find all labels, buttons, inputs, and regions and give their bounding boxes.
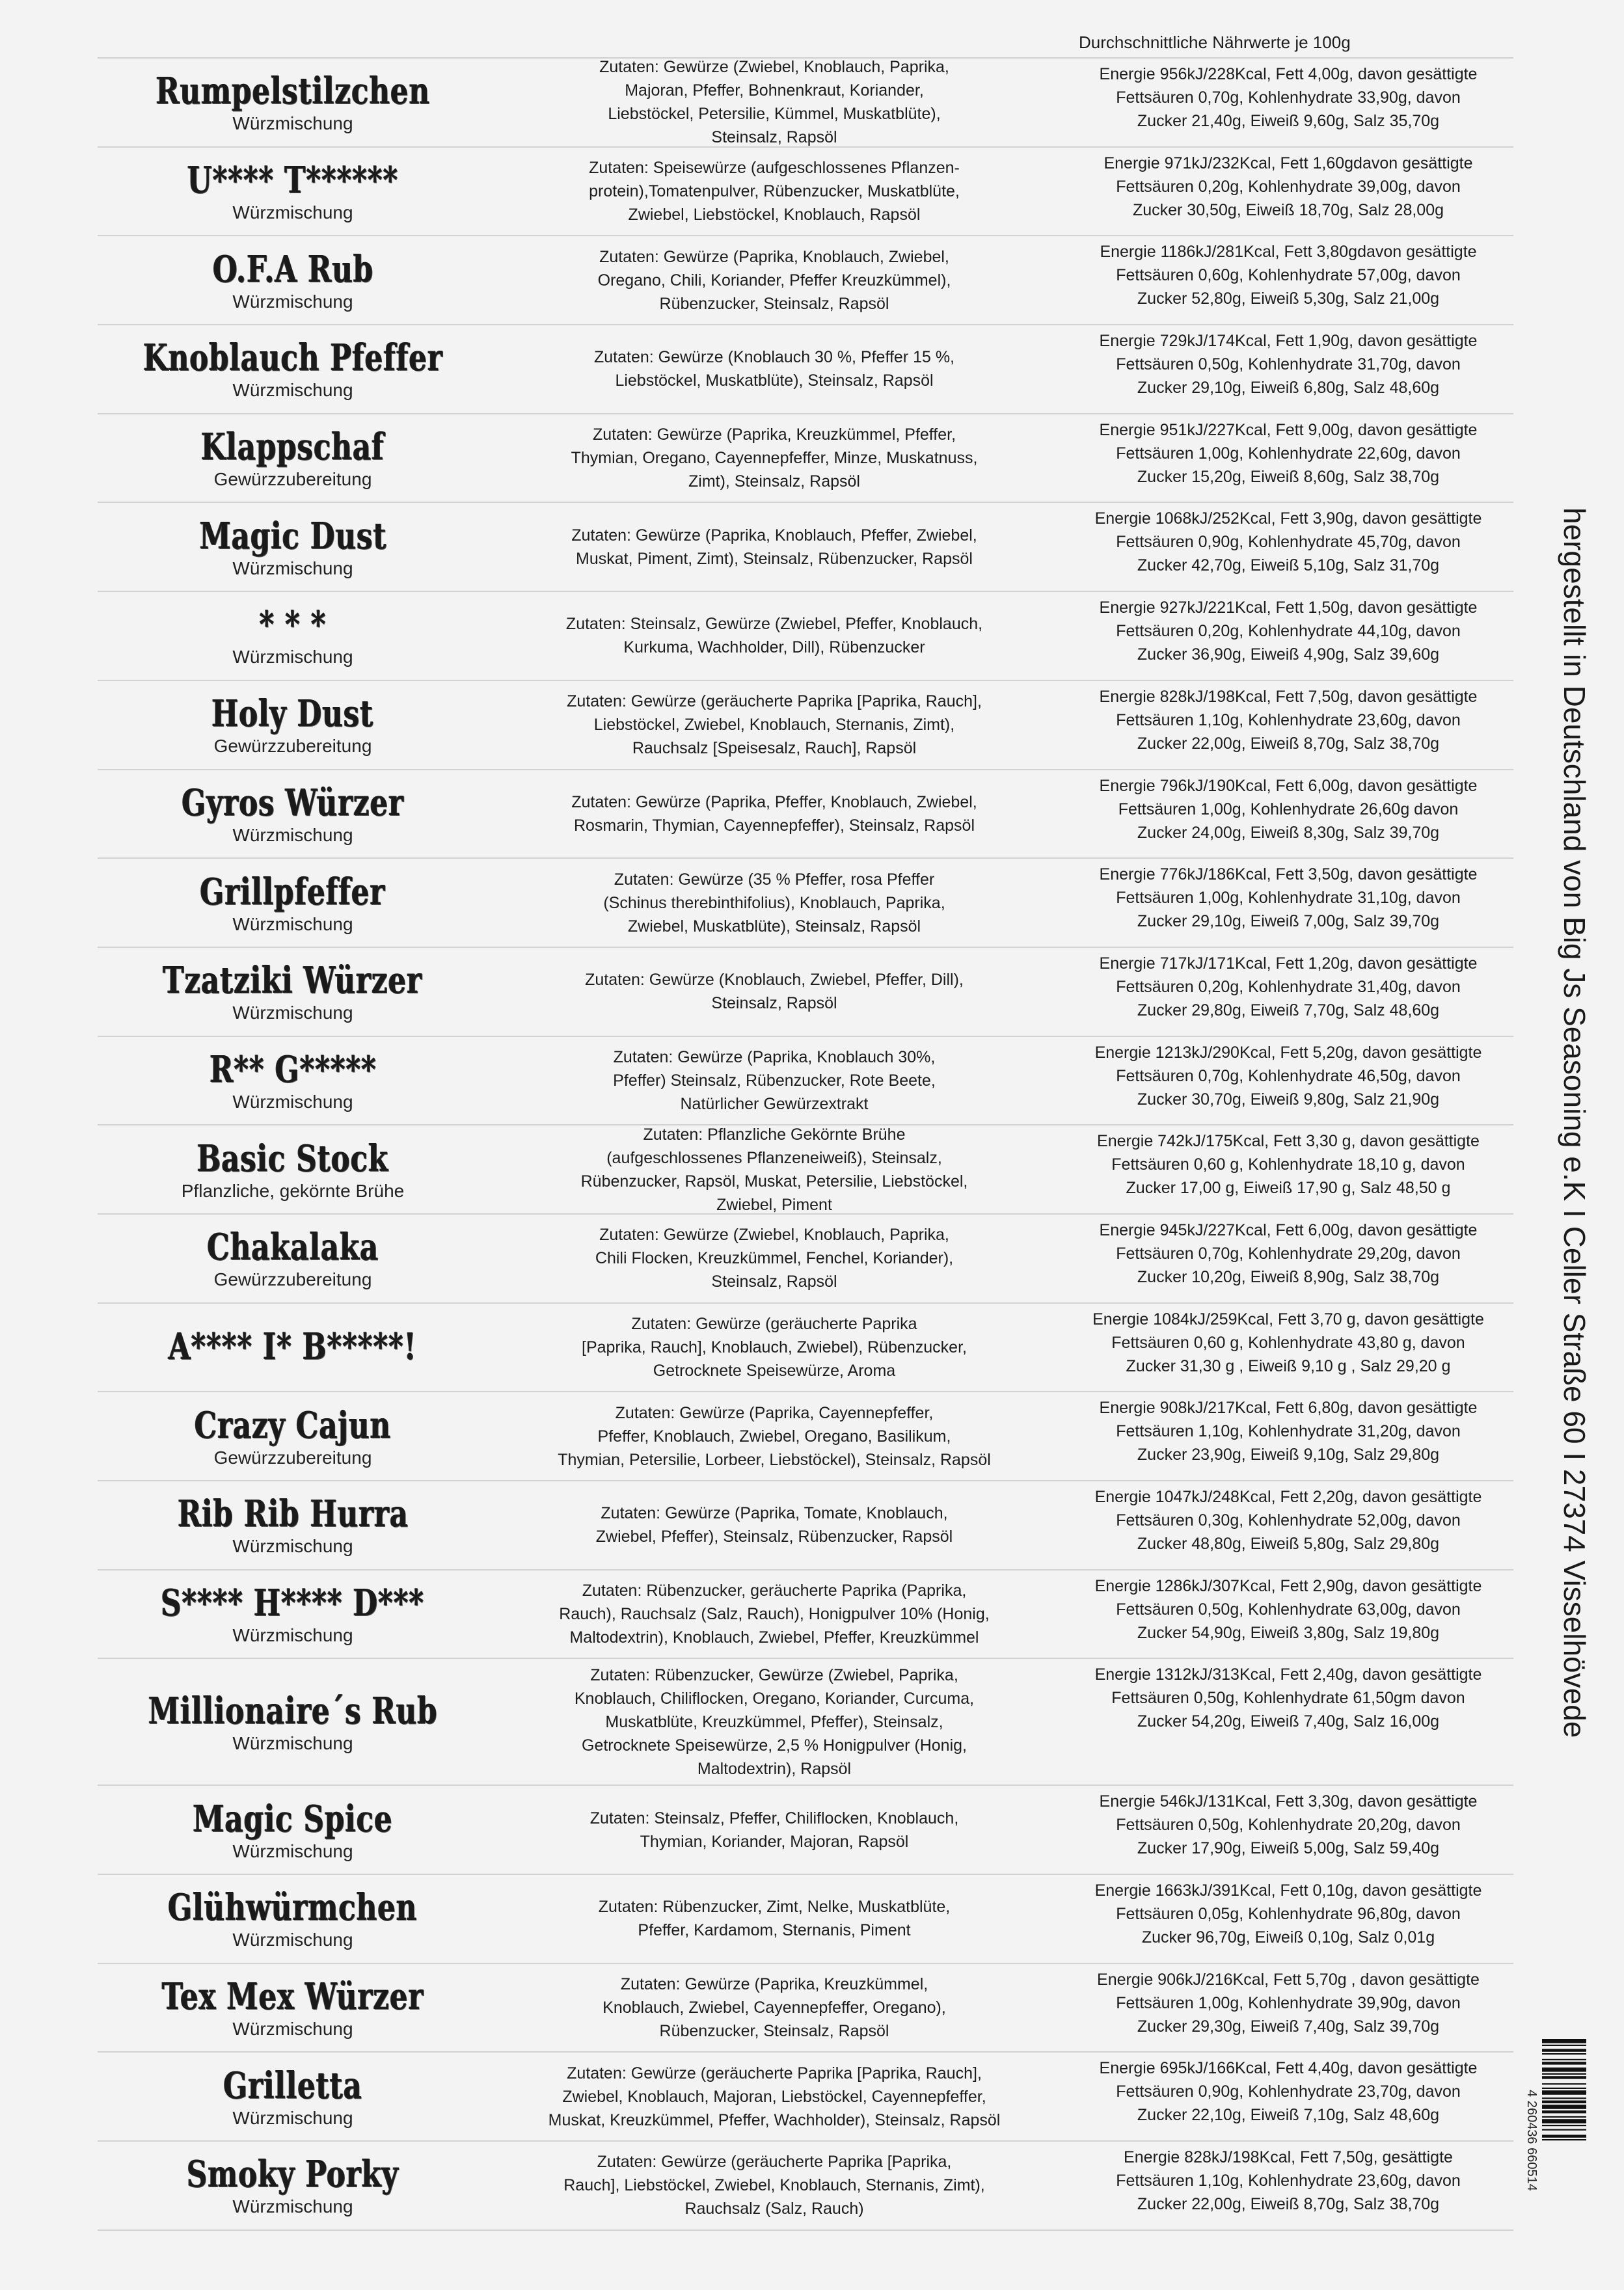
- ingredients-text: Zutaten: Gewürze (Paprika, Pfeffer, Knoblauch, Zwiebel, Rosmarin, Thymian, Cayennepfeffer), Steinsalz, Rapsöl: [571, 792, 977, 835]
- nutrition-text: Energie 1213kJ/290Kcal, Fett 5,20g, davon gesättigte Fettsäuren 0,70g, Kohlenhydrate 46,50g, davon Zucker 30,70g, Eiweiß 9,80g, Salz 21,90g: [1094, 1043, 1482, 1109]
- product-title: Rib Rib Hurra: [177, 1492, 409, 1536]
- product-type: Pflanzliche, gekörnte Brühe: [181, 1180, 405, 1201]
- ingredients-text: Zutaten: Rübenzucker, geräucherte Paprika (Paprika, Rauch), Rauchsalz (Salz, Rauch), Honigpulver 10% (Honig, Maltodextrin), Knoblauch, Zwiebel, Pfeffer, Kreuzkümmel: [559, 1582, 990, 1647]
- nutrition-text: Energie 776kJ/186Kcal, Fett 3,50g, davon gesättigte Fettsäuren 1,00g, Kohlenhydrate 31,10g, davon Zucker 29,10g, Eiweiß 7,00g, Salz 39,70g: [1099, 865, 1478, 931]
- product-row: [98, 148, 1513, 237]
- ingredients-cell: [488, 2142, 1061, 2229]
- product-row: [98, 1304, 1513, 1393]
- product-row: [98, 1392, 1513, 1481]
- nutrition-text: Energie 717kJ/171Kcal, Fett 1,20g, davon gesättigte Fettsäuren 0,20g, Kohlenhydrate 31,40g, davon Zucker 29,80g, Eiweiß 7,70g, Salz 48,60g: [1099, 954, 1478, 1019]
- nutrition-text: Energie 1663kJ/391Kcal, Fett 0,10g, davon gesättigte Fettsäuren 0,05g, Kohlenhydrate 96,80g, davon Zucker 96,70g, Eiweiß 0,10g, Salz 0,01g: [1094, 1881, 1482, 1947]
- product-name-cell: [98, 681, 488, 769]
- ingredients-text: Zutaten: Gewürze (Paprika, Cayennepfeffer, Pfeffer, Knoblauch, Zwiebel, Oregano, Basilikum, Thymian, Petersilie, Lorbeer, Liebstöckel), Steinsalz, Rapsöl: [558, 1403, 991, 1469]
- product-row: [98, 948, 1513, 1037]
- ingredients-text: Zutaten: Speisewürze (aufgeschlossenes Pflanzen- protein),Tomatenpulver, Rübenzucker, Muskatblüte, Zwiebel, Liebstöckel, Knoblauch, Rapsöl: [589, 159, 960, 224]
- product-type: Würzmischung: [232, 113, 353, 134]
- product-row: [98, 2142, 1513, 2231]
- product-name-cell: [98, 1304, 488, 1392]
- product-row: [98, 1570, 1513, 1660]
- product-name-cell: [98, 148, 488, 236]
- product-title: R** G*****: [209, 1047, 377, 1091]
- ingredients-cell: [488, 859, 1061, 947]
- product-type: Würzmischung: [232, 2107, 353, 2128]
- product-title: Rumpelstilzchen: [156, 70, 430, 113]
- nutrition-cell: [1054, 1659, 1522, 1785]
- ingredients-cell: [488, 948, 1061, 1036]
- product-type: Gewürzzubereitung: [213, 1447, 372, 1468]
- product-type: Gewürzzubereitung: [213, 1269, 372, 1290]
- nutrition-text: Energie 1286kJ/307Kcal, Fett 2,90g, davon gesättigte Fettsäuren 0,50g, Kohlenhydrate 63,00g, davon Zucker 54,90g, Eiweiß 3,80g, Salz 19,80g: [1094, 1576, 1482, 1642]
- product-name-cell: [98, 59, 488, 146]
- product-row: [98, 2053, 1513, 2142]
- nutrition-text: Energie 1047kJ/248Kcal, Fett 2,20g, davon gesättigte Fettsäuren 0,30g, Kohlenhydrate 52,00g, davon Zucker 48,80g, Eiweiß 5,80g, Salz 29,80g: [1094, 1488, 1482, 1553]
- nutrition-cell: [1054, 148, 1522, 236]
- ingredients-cell: [488, 2053, 1061, 2140]
- product-row: [98, 592, 1513, 681]
- product-title: * * *: [259, 603, 327, 647]
- product-type: Würzmischung: [232, 913, 353, 934]
- nutrition-cell: [1054, 1570, 1522, 1658]
- nutrition-text: Energie 1312kJ/313Kcal, Fett 2,40g, davon gesättigte Fettsäuren 0,50g, Kohlenhydrate 61,50gm davon Zucker 54,20g, Eiweiß 7,40g, Salz 16,00g: [1094, 1665, 1482, 1731]
- ingredients-cell: [488, 503, 1061, 591]
- product-row: [98, 1125, 1513, 1215]
- nutrition-cell: [1054, 503, 1522, 591]
- ingredients-text: Zutaten: Gewürze (geräucherte Paprika [Paprika, Rauch], Knoblauch, Zwiebel), Rübenzucker, Getrocknete Speisewürze, Aroma: [582, 1314, 967, 1380]
- ingredients-text: Zutaten: Gewürze (Paprika, Kreuzkümmel, Pfeffer, Thymian, Oregano, Cayennepfeffer, Minze, Muskatnuss, Zimt), Steinsalz, Rapsöl: [571, 425, 978, 491]
- ingredients-cell: [488, 1392, 1061, 1480]
- nutrition-text: Energie 908kJ/217Kcal, Fett 6,80g, davon gesättigte Fettsäuren 1,10g, Kohlenhydrate 31,20g, davon Zucker 23,90g, Eiweiß 9,10g, Salz 29,80g: [1099, 1399, 1478, 1464]
- ingredients-cell: [488, 681, 1061, 769]
- nutrition-cell: [1054, 1875, 1522, 1963]
- product-type: Würzmischung: [232, 647, 353, 667]
- ingredients-cell: [488, 770, 1061, 858]
- nutrition-text: Energie 1068kJ/252Kcal, Fett 3,90g, davon gesättigte Fettsäuren 0,90g, Kohlenhydrate 45,70g, davon Zucker 42,70g, Eiweiß 5,10g, Salz 31,70g: [1094, 509, 1482, 575]
- product-type: Würzmischung: [232, 824, 353, 845]
- product-row: [98, 503, 1513, 592]
- ingredients-text: Zutaten: Gewürze (Paprika, Kreuzkümmel, Knoblauch, Zwiebel, Cayennepfeffer, Oregano), Rübenzucker, Steinsalz, Rapsöl: [602, 1975, 946, 2041]
- product-row: [98, 1875, 1513, 1964]
- nutrition-cell: [1054, 59, 1522, 146]
- product-title: Chakalaka: [207, 1226, 379, 1269]
- product-title: Tzatziki Würzer: [163, 959, 423, 1003]
- nutrition-cell: [1054, 236, 1522, 324]
- product-table: [98, 59, 1513, 2231]
- nutrition-cell: [1054, 592, 1522, 680]
- nutrition-cell: [1054, 2142, 1522, 2229]
- product-type: Würzmischung: [232, 1840, 353, 1861]
- product-name-cell: [98, 325, 488, 413]
- ingredients-text: Zutaten: Steinsalz, Pfeffer, Chiliflocken, Knoblauch, Thymian, Koriander, Majoran, Rapsöl: [589, 1809, 959, 1851]
- product-title: Crazy Cajun: [194, 1403, 392, 1447]
- product-title: Grilletta: [223, 2064, 362, 2107]
- barcode-icon: [1522, 2036, 1588, 2244]
- ingredients-text: Zutaten: Gewürze (35 % Pfeffer, rosa Pfeffer (Schinus therebinthifolius), Knoblauch, Paprika, Zwiebel, Muskatblüte), Steinsalz, Rapsöl: [603, 870, 945, 936]
- product-name-cell: [98, 2142, 488, 2229]
- product-name-cell: [98, 1481, 488, 1569]
- product-name-cell: [98, 859, 488, 947]
- nutrition-cell: [1054, 948, 1522, 1036]
- product-row: [98, 681, 1513, 770]
- nutrition-text: Energie 927kJ/221Kcal, Fett 1,50g, davon gesättigte Fettsäuren 0,20g, Kohlenhydrate 44,10g, davon Zucker 36,90g, Eiweiß 4,90g, Salz 39,60g: [1099, 599, 1478, 664]
- product-type: Würzmischung: [232, 558, 353, 578]
- product-title: Klappschaf: [201, 425, 385, 469]
- product-row: [98, 325, 1513, 414]
- product-type: Gewürzzubereitung: [213, 469, 372, 490]
- ingredients-text: Zutaten: Rübenzucker, Zimt, Nelke, Muskatblüte, Pfeffer, Kardamom, Sternanis, Piment: [598, 1898, 951, 1940]
- product-title: Gyros Würzer: [182, 781, 404, 824]
- product-title: U**** T******: [187, 159, 399, 202]
- product-title: Magic Spice: [193, 1797, 393, 1840]
- ingredients-cell: [488, 1875, 1061, 1963]
- product-type: Gewürzzubereitung: [213, 736, 372, 757]
- nutrition-text: Energie 695kJ/166Kcal, Fett 4,40g, davon gesättigte Fettsäuren 0,90g, Kohlenhydrate 23,70g, davon Zucker 22,10g, Eiweiß 7,10g, Salz 48,60g: [1099, 2059, 1478, 2125]
- product-type: Würzmischung: [232, 1930, 353, 1950]
- nutrition-text: Energie 951kJ/227Kcal, Fett 9,00g, davon gesättigte Fettsäuren 1,00g, Kohlenhydrate 22,60g, davon Zucker 15,20g, Eiweiß 8,60g, Salz 38,70g: [1099, 420, 1478, 486]
- product-name-cell: [98, 1037, 488, 1125]
- nutrition-cell: [1054, 681, 1522, 769]
- product-title: Basic Stock: [196, 1137, 389, 1180]
- product-row: [98, 1964, 1513, 2053]
- nutrition-cell: [1054, 1786, 1522, 1874]
- product-name-cell: [98, 1392, 488, 1480]
- ingredients-text: Zutaten: Gewürze (Paprika, Knoblauch, Pfeffer, Zwiebel, Muskat, Piment, Zimt), Steinsalz, Rübenzucker, Rapsöl: [571, 526, 977, 568]
- nutrition-text: Energie 906kJ/216Kcal, Fett 5,70g , davon gesättigte Fettsäuren 1,00g, Kohlenhydrate 39,90g, davon Zucker 29,30g, Eiweiß 7,40g, Salz 39,70g: [1097, 1970, 1480, 2036]
- product-name-cell: [98, 1570, 488, 1658]
- nutrition-text: Energie 828kJ/198Kcal, Fett 7,50g, gesättigte Fettsäuren 1,10g, Kohlenhydrate 23,60g, davon Zucker 22,00g, Eiweiß 8,70g, Salz 38,70g: [1116, 2148, 1461, 2214]
- product-type: Würzmischung: [232, 1732, 353, 1753]
- product-name-cell: [98, 1125, 488, 1213]
- nutrition-cell: [1054, 859, 1522, 947]
- product-row: [98, 236, 1513, 325]
- nutrition-text: Energie 1084kJ/259Kcal, Fett 3,70 g, davon gesättigte Fettsäuren 0,60 g, Kohlenhydrate 43,80 g, davon Zucker 31,30 g , Eiweiß 9,10 g , Salz 29,20 g: [1092, 1310, 1484, 1375]
- ingredients-cell: [488, 1659, 1061, 1785]
- product-name-cell: [98, 948, 488, 1036]
- nutrition-cell: [1054, 1481, 1522, 1569]
- product-title: O.F.A Rub: [212, 247, 373, 291]
- ingredients-text: Zutaten: Gewürze (Paprika, Knoblauch, Zwiebel, Oregano, Chili, Koriander, Pfeffer Kreuzkümmel), Rübenzucker, Steinsalz, Rapsöl: [597, 247, 951, 313]
- nutrition-cell: [1054, 770, 1522, 858]
- product-name-cell: [98, 592, 488, 680]
- ingredients-cell: [488, 1570, 1061, 1658]
- product-title: A**** I* B*****!: [169, 1325, 417, 1368]
- ingredients-cell: [488, 1304, 1061, 1392]
- product-type: Würzmischung: [232, 291, 353, 312]
- svg-text:4 260436 660514: 4 260436 660514: [1524, 2090, 1539, 2191]
- nutrition-cell: [1054, 1964, 1522, 2052]
- product-title: Holy Dust: [211, 692, 374, 736]
- product-type: Würzmischung: [232, 380, 353, 401]
- product-row: [98, 1659, 1513, 1786]
- ingredients-cell: [488, 236, 1061, 324]
- ingredients-cell: [488, 1215, 1061, 1302]
- product-row: [98, 770, 1513, 859]
- ingredients-text: Zutaten: Gewürze (Knoblauch 30 %, Pfeffer 15 %, Liebstöckel, Muskatblüte), Steinsalz, Rapsöl: [593, 348, 955, 390]
- ingredients-cell: [488, 1786, 1061, 1874]
- ingredients-text: Zutaten: Steinsalz, Gewürze (Zwiebel, Pfeffer, Knoblauch, Kurkuma, Wachholder, Dill), Rübenzucker: [565, 615, 983, 657]
- ingredients-text: Zutaten: Gewürze (Paprika, Tomate, Knoblauch, Zwiebel, Pfeffer), Steinsalz, Rübenzucker, Rapsöl: [595, 1504, 953, 1546]
- product-name-cell: [98, 236, 488, 324]
- product-row: [98, 59, 1513, 148]
- product-name-cell: [98, 1215, 488, 1302]
- ingredients-cell: [488, 325, 1061, 413]
- nutrition-cell: [1054, 414, 1522, 502]
- nutrition-text: Energie 828kJ/198Kcal, Fett 7,50g, davon gesättigte Fettsäuren 1,10g, Kohlenhydrate 23,60g, davon Zucker 22,00g, Eiweiß 8,70g, Salz 38,70g: [1099, 687, 1478, 753]
- product-type: Würzmischung: [232, 202, 353, 223]
- product-name-cell: [98, 1875, 488, 1963]
- product-name-cell: [98, 1786, 488, 1874]
- ingredients-text: Zutaten: Pflanzliche Gekörnte Brühe (aufgeschlossenes Pflanzeneiweiß), Steinsalz, Rübenzucker, Rapsöl, Muskat, Petersilie, Liebstöckel, Zwiebel, Piment: [580, 1125, 968, 1214]
- nutrition-cell: [1054, 1037, 1522, 1125]
- product-row: [98, 1481, 1513, 1570]
- ingredients-cell: [488, 1964, 1061, 2052]
- nutrition-text: Energie 742kJ/175Kcal, Fett 3,30 g, davon gesättigte Fettsäuren 0,60 g, Kohlenhydrate 18,10 g, davon Zucker 17,00 g, Eiweiß 17,90 g, Salz 48,50 g: [1097, 1132, 1480, 1198]
- nutrition-text: Energie 956kJ/228Kcal, Fett 4,00g, davon gesättigte Fettsäuren 0,70g, Kohlenhydrate 33,90g, davon Zucker 21,40g, Eiweiß 9,60g, Salz 35,70g: [1099, 65, 1478, 130]
- product-title: Millionaire´s Rub: [148, 1689, 438, 1732]
- product-title: Glühwürmchen: [168, 1886, 418, 1930]
- ingredients-text: Zutaten: Gewürze (Zwiebel, Knoblauch, Paprika, Chili Flocken, Kreuzkümmel, Fenchel, Koriander), Steinsalz, Rapsöl: [595, 1226, 954, 1291]
- product-title: Grillpfeffer: [200, 870, 386, 913]
- ingredients-text: Zutaten: Gewürze (geräucherte Paprika [Paprika, Rauch], Liebstöckel, Zwiebel, Knoblauch, Sternanis, Zimt), Rauchsalz [Speisesalz, Rauch], Rapsöl: [567, 692, 982, 758]
- nutrition-text: Energie 546kJ/131Kcal, Fett 3,30g, davon gesättigte Fettsäuren 0,50g, Kohlenhydrate 20,20g, davon Zucker 17,90g, Eiweiß 5,00g, Salz 59,40g: [1099, 1792, 1478, 1858]
- ingredients-cell: [488, 592, 1061, 680]
- product-title: Knoblauch Pfeffer: [142, 336, 443, 380]
- nutrition-text: Energie 729kJ/174Kcal, Fett 1,90g, davon gesättigte Fettsäuren 0,50g, Kohlenhydrate 31,70g, davon Zucker 29,10g, Eiweiß 6,80g, Salz 48,60g: [1099, 332, 1478, 397]
- nutrition-text: Energie 971kJ/232Kcal, Fett 1,60gdavon gesättigte Fettsäuren 0,20g, Kohlenhydrate 39,00g, davon Zucker 30,50g, Eiweiß 18,70g, Salz 28,00g: [1103, 154, 1473, 219]
- product-type: Würzmischung: [232, 1091, 353, 1112]
- product-title: Magic Dust: [199, 514, 386, 558]
- nutrition-cell: [1054, 325, 1522, 413]
- product-name-cell: [98, 503, 488, 591]
- nutrition-cell: [1054, 1392, 1522, 1480]
- nutrition-text: Energie 1186kJ/281Kcal, Fett 3,80gdavon gesättigte Fettsäuren 0,60g, Kohlenhydrate 57,00g, davon Zucker 52,80g, Eiweiß 5,30g, Salz 21,00g: [1100, 243, 1477, 308]
- ingredients-cell: [488, 148, 1061, 236]
- nutrition-cell: [1054, 1304, 1522, 1392]
- nutrition-cell: [1054, 1125, 1522, 1213]
- nutrition-heading: Durchschnittliche Nährwerte je 100g: [1079, 33, 1351, 52]
- product-row: [98, 1786, 1513, 1875]
- ingredients-cell: [488, 1037, 1061, 1125]
- ingredients-cell: [488, 59, 1061, 146]
- nutrition-cell: [1054, 1215, 1522, 1302]
- product-row: [98, 1037, 1513, 1126]
- product-name-cell: [98, 1659, 488, 1785]
- product-row: [98, 859, 1513, 948]
- nutrition-cell: [1054, 2053, 1522, 2140]
- product-type: Würzmischung: [232, 1625, 353, 1646]
- ingredients-cell: [488, 1125, 1061, 1213]
- product-row: [98, 414, 1513, 504]
- ingredients-text: Zutaten: Gewürze (Paprika, Knoblauch 30%, Pfeffer) Steinsalz, Rübenzucker, Rote Beete, Natürlicher Gewürzextrakt: [613, 1047, 936, 1113]
- product-title: Smoky Porky: [187, 2153, 399, 2196]
- ingredients-text: Zutaten: Gewürze (Knoblauch, Zwiebel, Pfeffer, Dill), Steinsalz, Rapsöl: [585, 971, 964, 1013]
- product-name-cell: [98, 1964, 488, 2052]
- ingredients-cell: [488, 1481, 1061, 1569]
- product-type: Würzmischung: [232, 2019, 353, 2040]
- ingredients-cell: [488, 414, 1061, 502]
- ingredients-text: Zutaten: Gewürze (geräucherte Paprika [Paprika, Rauch], Liebstöckel, Zwiebel, Knoblauch, Sternanis, Zimt), Rauchsalz (Salz, Rauch): [563, 2153, 985, 2218]
- product-title: S**** H**** D***: [161, 1582, 425, 1625]
- product-type: Würzmischung: [232, 2196, 353, 2217]
- product-name-cell: [98, 2053, 488, 2140]
- product-name-cell: [98, 770, 488, 858]
- ingredients-text: Zutaten: Rübenzucker, Gewürze (Zwiebel, Paprika, Knoblauch, Chiliflocken, Oregano, Koriander, Curcuma, Muskatblüte, Kreuzkümmel, Pfeffer), Steinsalz, Getrocknete Speisewürze, 2,5 % Honigpulver (Honig, Maltodextrin), Rapsöl: [574, 1665, 975, 1778]
- nutrition-text: Energie 796kJ/190Kcal, Fett 6,00g, davon gesättigte Fettsäuren 1,00g, Kohlenhydrate 26,60g davon Zucker 24,00g, Eiweiß 8,30g, Salz 39,70g: [1099, 776, 1478, 842]
- manufacturer-address: hergestellt in Deutschland von Big Js Seasoning e.K I Celler Straße 60 I 27374 Visselhövede: [1558, 507, 1591, 1738]
- ingredients-text: Zutaten: Gewürze (geräucherte Paprika [Paprika, Rauch], Zwiebel, Knoblauch, Majoran, Liebstöckel, Cayennepfeffer, Muskat, Kreuzkümmel, Pfeffer, Wachholder), Steinsalz, Rapsöl: [548, 2064, 1001, 2129]
- product-type: Würzmischung: [232, 1003, 353, 1023]
- product-title: Tex Mex Würzer: [161, 1975, 424, 2019]
- ingredients-text: Zutaten: Gewürze (Zwiebel, Knoblauch, Paprika, Majoran, Pfeffer, Bohnenkraut, Koriander, Liebstöckel, Petersilie, Kümmel, Muskatblüte), Steinsalz, Rapsöl: [599, 58, 949, 147]
- product-name-cell: [98, 414, 488, 502]
- product-row: [98, 1215, 1513, 1304]
- product-type: Würzmischung: [232, 1536, 353, 1557]
- nutrition-text: Energie 945kJ/227Kcal, Fett 6,00g, davon gesättigte Fettsäuren 0,70g, Kohlenhydrate 29,20g, davon Zucker 10,20g, Eiweiß 8,90g, Salz 38,70g: [1099, 1220, 1478, 1286]
